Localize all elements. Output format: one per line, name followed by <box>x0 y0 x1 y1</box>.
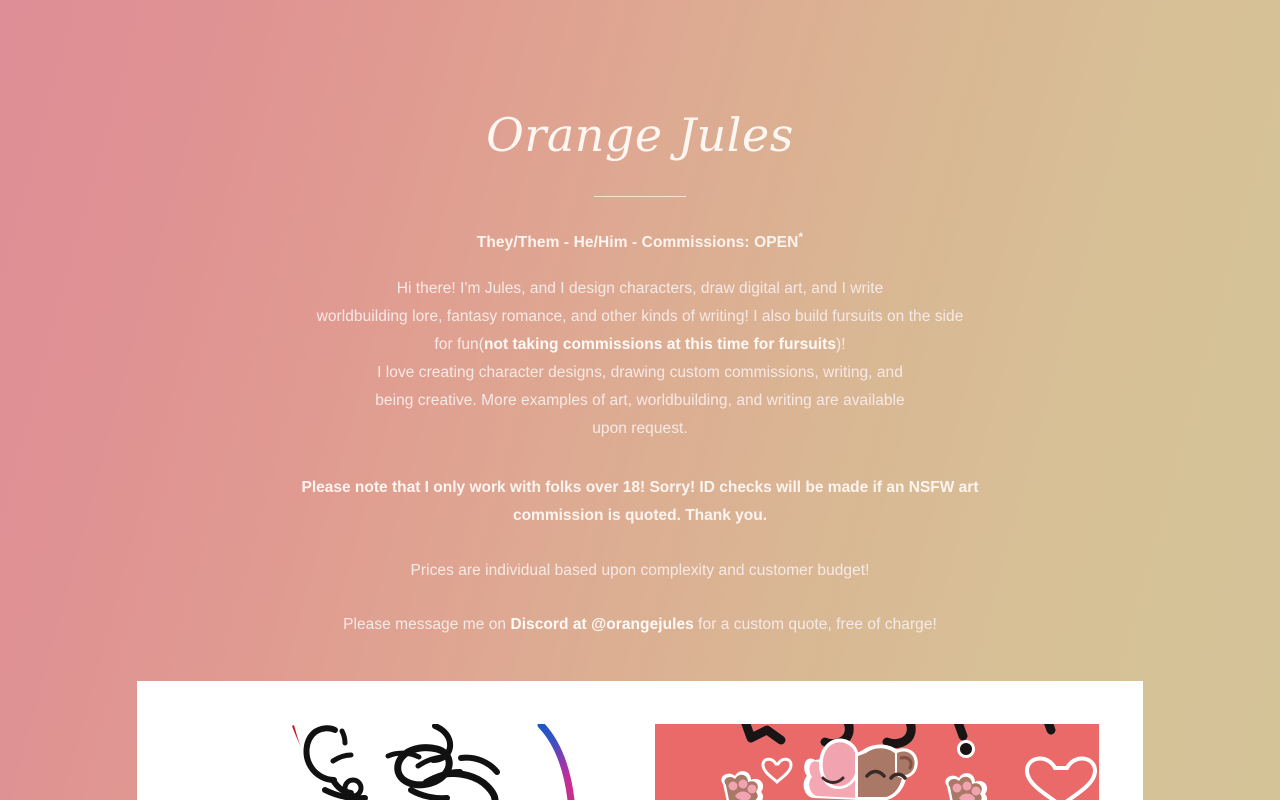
coral-comic-illustration <box>655 724 1099 800</box>
fursuit-disclaimer-bold: not taking commissions at this time for fursuits <box>483 336 836 354</box>
tagline-asterisk: * <box>798 230 804 244</box>
gallery-row <box>137 681 1143 800</box>
about-line-2: being creative. More examples of art, worldbuilding, and writing are available <box>375 392 905 410</box>
contact-suffix: for a custom quote, free of charge! <box>693 616 937 634</box>
discord-handle[interactable]: Discord at @orangejules <box>510 616 694 634</box>
pricing-note: Prices are individual based upon complexity and customer budget! <box>410 562 870 580</box>
tagline-text: They/Them - He/Him - Commissions: OPEN <box>476 234 799 252</box>
title-divider <box>594 196 686 197</box>
gallery-card <box>137 681 1143 800</box>
age-policy-notice: Please note that I only work with folks over 18! Sorry! ID checks will be made if an NSFW art commission is quoted. Thank you. <box>301 479 979 525</box>
intro-line-1: Hi there! I'm Jules, and I design characters, draw digital art, and I write <box>396 280 884 298</box>
tagline <box>0 230 1280 252</box>
intro-paragraph <box>0 275 1280 359</box>
intro-line-3-suffix: )! <box>836 336 846 354</box>
contact-paragraph <box>0 611 1280 639</box>
intro-line-2: worldbuilding lore, fantasy romance, and other kinds of writing! I also build fursuits on the side <box>316 308 964 326</box>
gallery-item-lineart[interactable] <box>285 724 581 800</box>
contact-prefix: Please message me on <box>343 616 511 634</box>
about-paragraph <box>0 359 1280 443</box>
about-line-3: upon request. <box>592 420 688 438</box>
intro-line-3-prefix: for fun( <box>434 336 484 354</box>
page-title: Orange Jules <box>486 108 794 162</box>
lineart-illustration <box>285 724 581 800</box>
gallery-item-coral-comic[interactable] <box>655 724 1099 800</box>
about-line-1: I love creating character designs, drawing custom commissions, writing, and <box>377 364 903 382</box>
